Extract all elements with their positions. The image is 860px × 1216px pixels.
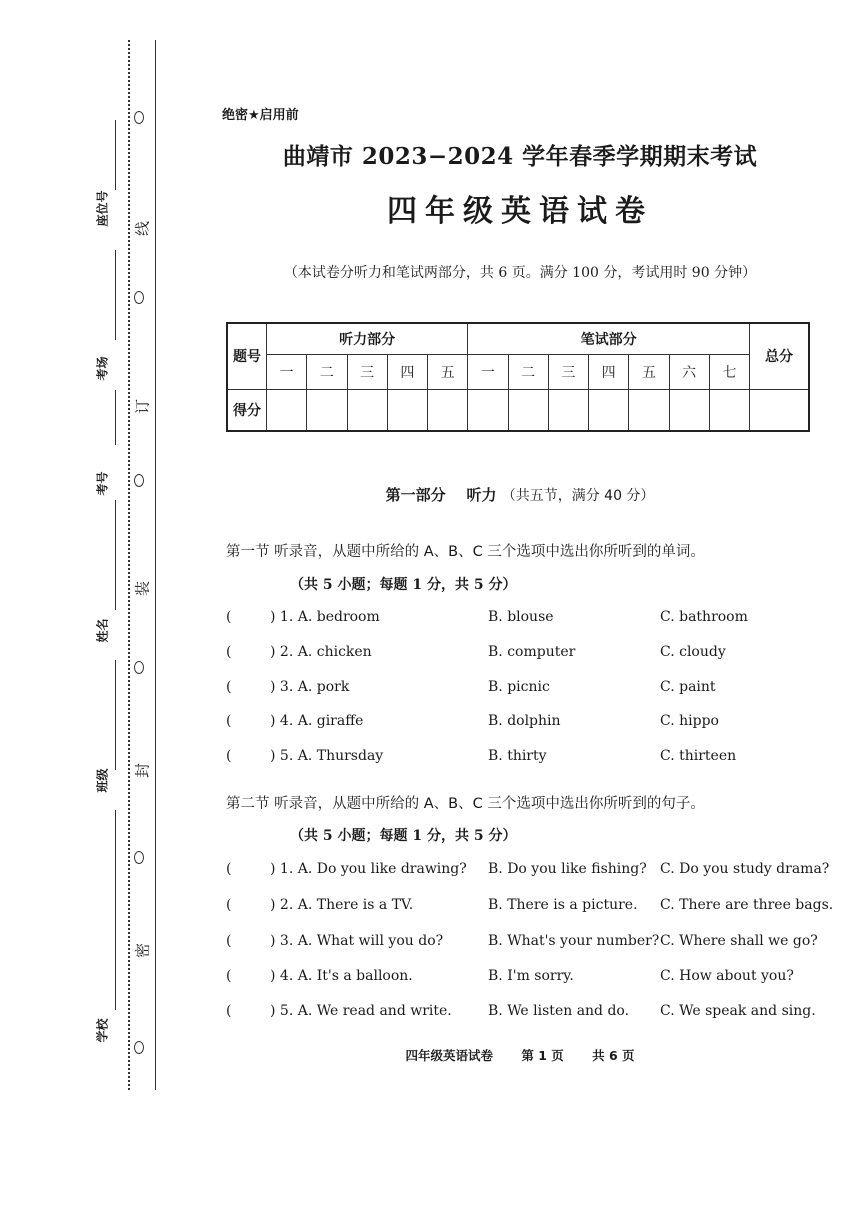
paper-note: （本试卷分听力和笔试两部分，共 6 页。满分 100 分，考试用时 90 分钟） (283, 265, 757, 281)
question-row (226, 933, 836, 955)
section2-title: 第二节 听录音，从题中所给的 A、B、C 三个选项中选出你所听到的句子。 (226, 796, 705, 812)
binding-hole-icon (134, 661, 144, 674)
question-row (226, 713, 836, 735)
dashed-cut-line (128, 40, 130, 1090)
binding-hole-icon (134, 291, 144, 304)
option-b: B. computer (488, 644, 576, 660)
binding-hole-icon (134, 474, 144, 487)
school-blank[interactable] (115, 810, 116, 1010)
secret-label: 绝密★启用前 (222, 108, 299, 123)
option-c: C. There are three bags. (660, 897, 834, 913)
name-label: 姓名 (95, 618, 110, 643)
cut-mark-seal: 封 (133, 763, 152, 779)
option-c: C. Do you study drama? (660, 861, 830, 877)
answer-blank[interactable]: ( (226, 861, 232, 877)
option-b: B. What's your number? (488, 933, 660, 949)
cut-mark-secret: 密 (133, 943, 152, 959)
option-c: C. bathroom (660, 609, 748, 625)
cut-mark-bind: 订 (133, 399, 152, 415)
question-row (226, 644, 836, 666)
total-score-header: 总分 (750, 323, 810, 389)
listening-section-header: 听力部分 (267, 323, 468, 355)
question-stem: ) 1. A. bedroom (270, 609, 380, 625)
option-b: B. thirty (488, 748, 547, 764)
question-row (226, 609, 836, 631)
answer-blank[interactable]: ( (226, 897, 232, 913)
score-cell[interactable] (629, 389, 669, 431)
question-stem: ) 2. A. chicken (270, 644, 372, 660)
exam-number-blank[interactable] (115, 390, 116, 445)
option-c: C. cloudy (660, 644, 726, 660)
score-cell[interactable] (307, 389, 347, 431)
listening-col: 三 (347, 355, 387, 390)
option-b: B. We listen and do. (488, 1003, 630, 1019)
writing-col: 五 (629, 355, 669, 390)
score-cell[interactable] (468, 389, 508, 431)
footer-page-number: 第 1 页 (521, 1048, 564, 1063)
writing-col: 四 (589, 355, 629, 390)
option-b: B. picnic (488, 679, 550, 695)
question-stem: ) 3. A. pork (270, 679, 350, 695)
part1-note: （共五节，满分 40 分） (501, 488, 655, 504)
binding-margin (0, 0, 160, 1100)
question-row (226, 861, 836, 883)
binding-hole-icon (134, 1041, 144, 1054)
question-stem: ) 4. A. giraffe (270, 713, 364, 729)
binding-hole-icon (134, 111, 144, 124)
binding-hole-icon (134, 851, 144, 864)
paper-title: 四年级英语试卷 (387, 194, 653, 229)
score-cell[interactable] (508, 389, 548, 431)
cut-mark-line: 线 (133, 221, 152, 237)
score-cell[interactable] (548, 389, 588, 431)
option-b: B. dolphin (488, 713, 561, 729)
exam-room-label: 考场 (95, 356, 110, 381)
score-cell[interactable] (669, 389, 709, 431)
listening-col: 二 (307, 355, 347, 390)
school-label: 学校 (95, 1018, 110, 1043)
score-cell[interactable] (267, 389, 307, 431)
question-stem: ) 1. A. Do you like drawing? (270, 861, 467, 877)
option-c: C. How about you? (660, 968, 794, 984)
exam-number-label: 考号 (95, 471, 110, 496)
answer-blank[interactable]: ( (226, 933, 232, 949)
question-stem: ) 5. A. Thursday (270, 748, 384, 764)
option-c: C. thirteen (660, 748, 737, 764)
question-number-label: 题号 (227, 323, 267, 389)
score-cell[interactable] (428, 389, 468, 431)
writing-section-header: 笔试部分 (468, 323, 750, 355)
question-row (226, 679, 836, 701)
total-score-cell[interactable] (750, 389, 810, 431)
footer-total-pages: 共 6 页 (592, 1048, 635, 1063)
part1-heading (200, 484, 840, 505)
option-b: B. Do you like fishing? (488, 861, 647, 877)
writing-col: 三 (548, 355, 588, 390)
answer-blank[interactable]: ( (226, 1003, 232, 1019)
listening-col: 四 (387, 355, 427, 390)
part1-name: 听力 (466, 486, 497, 504)
option-b: B. I'm sorry. (488, 968, 574, 984)
score-cell[interactable] (387, 389, 427, 431)
score-cell[interactable] (589, 389, 629, 431)
score-cell[interactable] (347, 389, 387, 431)
answer-blank[interactable]: ( (226, 748, 232, 764)
answer-blank[interactable]: ( (226, 644, 232, 660)
score-cell[interactable] (709, 389, 749, 431)
question-row (226, 748, 836, 770)
score-row-label: 得分 (227, 389, 267, 431)
class-label: 班级 (95, 768, 110, 793)
listening-col: 一 (267, 355, 307, 390)
score-table (226, 322, 810, 432)
question-stem: ) 2. A. There is a TV. (270, 897, 414, 913)
margin-border-line (155, 40, 156, 1090)
answer-blank[interactable]: ( (226, 713, 232, 729)
exam-room-blank[interactable] (115, 250, 116, 340)
question-row (226, 1003, 836, 1025)
writing-col: 二 (508, 355, 548, 390)
cut-mark-pack: 装 (133, 581, 152, 597)
section2-note: （共 5 小题；每题 1 分，共 5 分） (290, 828, 517, 844)
section1-title: 第一节 听录音，从题中所给的 A、B、C 三个选项中选出你所听到的单词。 (226, 544, 705, 560)
option-b: B. There is a picture. (488, 897, 638, 913)
name-blank[interactable] (115, 500, 116, 610)
question-stem: ) 3. A. What will you do? (270, 933, 444, 949)
answer-blank[interactable]: ( (226, 679, 232, 695)
seat-number-blank[interactable] (115, 120, 116, 190)
writing-col: 七 (709, 355, 749, 390)
answer-blank[interactable]: ( (226, 609, 232, 625)
writing-col: 一 (468, 355, 508, 390)
section1-note: （共 5 小题；每题 1 分，共 5 分） (290, 577, 517, 593)
writing-col: 六 (669, 355, 709, 390)
class-blank[interactable] (115, 660, 116, 770)
part1-title: 第一部分 (385, 486, 446, 504)
option-c: C. We speak and sing. (660, 1003, 816, 1019)
question-row (226, 897, 836, 919)
footer-paper-name: 四年级英语试卷 (405, 1048, 493, 1063)
question-stem: ) 5. A. We read and write. (270, 1003, 452, 1019)
answer-blank[interactable]: ( (226, 968, 232, 984)
option-c: C. paint (660, 679, 716, 695)
question-row (226, 968, 836, 990)
listening-col: 五 (428, 355, 468, 390)
exam-title: 曲靖市 2023−2024 学年春季学期期末考试 (282, 143, 758, 170)
option-c: C. Where shall we go? (660, 933, 818, 949)
page-footer (200, 1046, 840, 1064)
seat-number-label: 座位号 (95, 190, 110, 227)
option-b: B. blouse (488, 609, 554, 625)
question-stem: ) 4. A. It's a balloon. (270, 968, 413, 984)
option-c: C. hippo (660, 713, 719, 729)
